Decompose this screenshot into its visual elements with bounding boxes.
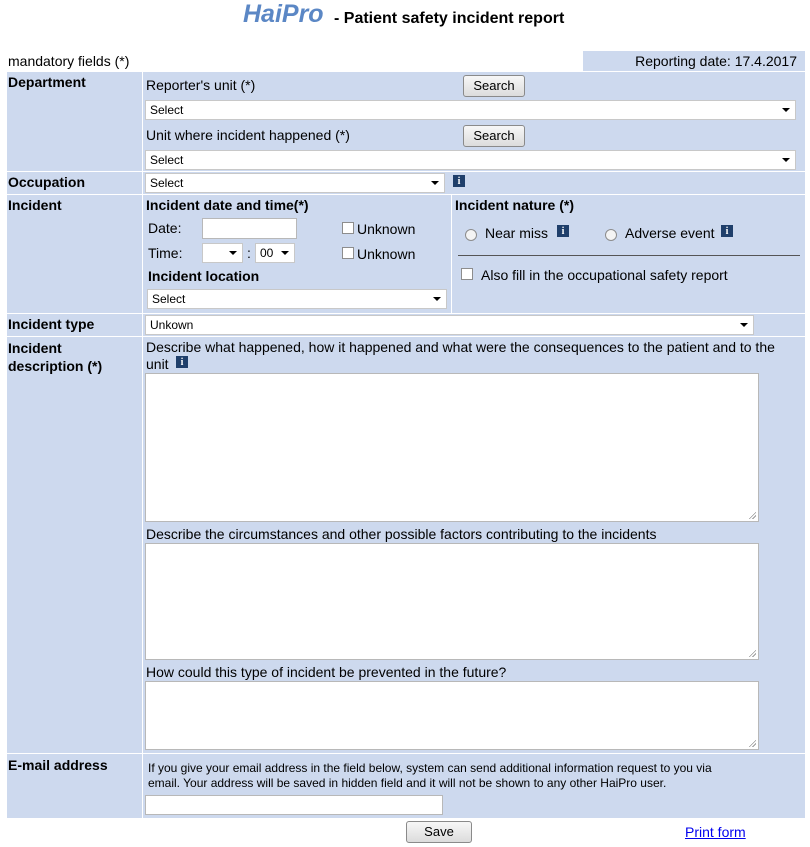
incident-location-select-value: Select [152,292,186,306]
occupation-label: Occupation [8,174,86,190]
app-logo: HaiPro [243,0,324,28]
chevron-down-icon [782,108,790,112]
occupation-select[interactable] [145,173,445,193]
info-icon[interactable]: i [453,175,465,187]
time-label: Time: [148,245,183,261]
incident-unit-select[interactable] [145,150,796,170]
chevron-down-icon [281,251,289,255]
reporting-date-box [583,51,805,71]
resize-grip-icon[interactable] [748,511,756,519]
email-label: E-mail address [8,757,108,773]
incident-unit-select-value: Select [150,153,184,167]
email-input[interactable] [145,795,443,815]
date-unknown-checkbox[interactable] [342,222,354,234]
time-unknown-label: Unknown [357,246,416,262]
info-icon[interactable]: i [176,356,188,368]
near-miss-label: Near miss [485,225,549,241]
occupational-safety-label: Also fill in the occupational safety report [481,267,728,283]
reporter-unit-search-button[interactable]: Search [463,75,525,97]
adverse-event-radio[interactable] [605,229,617,241]
incident-type-select[interactable] [145,315,754,335]
date-label: Date: [148,220,182,236]
chevron-down-icon [782,158,790,162]
date-input[interactable] [202,218,297,239]
hour-select[interactable] [202,243,243,263]
occupational-safety-checkbox[interactable] [461,268,473,280]
incident-nature-label: Incident nature (*) [455,197,575,213]
reporting-date: Reporting date: 17.4.2017 [635,53,797,69]
email-help-line2: email. Your address will be saved in hidden field and it will not be shown to any other HaiPro user. [148,776,667,790]
what-happened-textarea[interactable] [145,373,759,522]
department-label: Department [8,74,86,90]
row-divider [7,171,805,172]
incident-description-label-line1: Incident [8,340,62,356]
email-help-line1: If you give your email address in the field below, system can send additional information request to you via [148,761,712,775]
save-button[interactable]: Save [406,821,472,843]
chevron-down-icon [433,297,441,301]
incident-unit-label: Unit where incident happened (*) [146,127,350,143]
incident-description-label-line2: description (*) [8,358,103,374]
incident-unit-search-button[interactable]: Search [463,125,525,147]
circumstances-textarea[interactable] [145,543,759,660]
incident-label: Incident [8,197,62,213]
description-question-2: Describe the circumstances and other possible factors contributing to the incidents [146,526,657,542]
row-divider [7,194,805,195]
near-miss-radio[interactable] [465,229,477,241]
print-form-link[interactable]: Print form [685,824,746,840]
row-divider [7,313,805,314]
description-question-1-line2: unit [146,356,169,372]
time-separator: : [247,245,251,261]
occupation-select-value: Select [150,176,184,190]
time-unknown-checkbox[interactable] [342,247,354,259]
incident-datetime-label: Incident date and time(*) [146,197,309,213]
resize-grip-icon[interactable] [748,649,756,657]
minute-select[interactable] [255,243,295,263]
row-divider [7,336,805,337]
date-unknown-label: Unknown [357,221,416,237]
incident-type-label: Incident type [8,316,95,332]
adverse-event-label: Adverse event [625,225,715,241]
resize-grip-icon[interactable] [748,739,756,747]
reporter-unit-select[interactable] [145,100,796,120]
reporter-unit-select-value: Select [150,103,184,117]
incident-location-select[interactable] [147,289,447,309]
incident-description-label [8,339,102,375]
chevron-down-icon [431,181,439,185]
info-icon[interactable]: i [721,225,733,237]
info-icon[interactable]: i [557,225,569,237]
row-divider [7,753,805,754]
description-question-1 [146,339,775,373]
reporter-unit-label: Reporter's unit (*) [146,77,256,93]
description-question-3: How could this type of incident be prevented in the future? [146,664,507,680]
email-help-text [148,761,712,791]
incident-location-label: Incident location [148,268,260,284]
prevention-textarea[interactable] [145,681,759,750]
chevron-down-icon [229,251,237,255]
minute-select-value: 00 [260,246,274,260]
description-question-1-line1: Describe what happened, how it happened and what were the consequences to the patient and to the [146,339,775,355]
mandatory-note: mandatory fields (*) [8,53,130,69]
incident-type-select-value: Unkown [150,318,194,332]
divider [458,255,800,256]
chevron-down-icon [740,323,748,327]
page-title: - Patient safety incident report [334,10,565,27]
